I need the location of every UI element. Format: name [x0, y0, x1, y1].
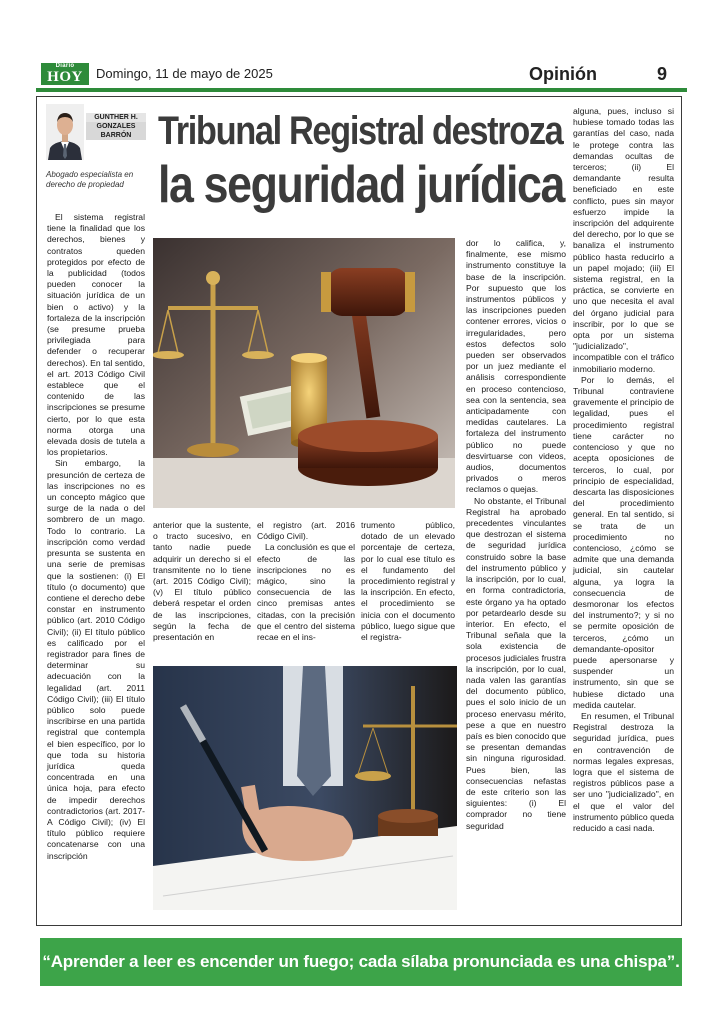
article-headline: [158, 104, 565, 214]
paragraph: trumento público, dotado de un elevado porcentaje de certeza, por lo cual ese título es el fundamento del procedimiento registral y la inscripción. En efecto, el procedimiento se inicia con el documento público, luego sigue que el registra-: [361, 520, 455, 643]
article-column-1: [47, 212, 145, 917]
logo-small-text: Diario: [55, 63, 75, 69]
issue-date: Domingo, 11 de mayo de 2025: [96, 66, 273, 81]
article-column-2: [153, 520, 251, 660]
page-number: 9: [657, 64, 668, 84]
article-column-3: [257, 520, 355, 660]
author-photo: [46, 104, 84, 160]
author-name-line2: GONZALES: [86, 122, 146, 131]
headline-line1: Tribunal Registral destroza: [158, 109, 563, 153]
article-column-4b: [466, 238, 566, 918]
quote-banner: “Aprender a leer es encender un fuego; cada sílaba pronunciada es una chispa”.: [40, 938, 682, 986]
paragraph: El sistema registral tiene la finalidad que los derechos, bienes y contratos queden protegidos por efecto de la publicidad (todos pueden conocer la situación jurídica de un bien o activo) y la fortaleza de la inscripción (se presume prueba privilegiada para defender o recuperar derechos). En tal sentido, el art. 2013 Código Civil establece que el contenido de las inscripciones se presume cierto, por lo que esta norma otorga una elevada dosis de tutela a los propietarios.: [47, 212, 145, 458]
headline-line2: la seguridad jurídica: [158, 156, 565, 214]
paragraph: La conclusión es que el efecto de las inscripciones no es mágico, sino la consecuencia de las cinco premisas antes citadas, con la precisión que el centro del sistema recae en el ins-: [257, 542, 355, 643]
paragraph: anterior que la sustente, o tracto sucesivo, en tanto nadie puede adquirir un derecho si el transmitente no lo tiene (art. 2015 Código Civil); (v) El título público deberá respetar el orden de las inscripciones, según la fecha de presentación en: [153, 520, 251, 643]
logo-main-text: HOY: [47, 69, 83, 85]
paragraph: En resumen, el Tribunal Registral destroza la seguridad jurídica, pues en contravención de normas legales expresas, logra que el sistema de registros públicos pase a ser uno "judicializado", en el que el valor del instrumento público queda reducido a casi nada.: [573, 710, 674, 833]
paragraph: dor lo califica, y, finalmente, ese mismo instrumento constituye la base de la inscripción. Por supuesto que los instrumentos públicos y las inscripciones pueden contener errores, vicios o irregularidades, pero estos defectos solo pueden ser observados por un juez mediante el análisis correspondiente en proceso contencioso, sea con la sentencia, sea anticipadamente con medidas cautelares. La fortaleza del instrumento público no puede desvirtuarse con videos, audios, documentos privados o meros reclamos o quejas.: [466, 238, 566, 495]
author-name-line3: BARRÓN: [86, 131, 146, 140]
author-name-line1: GUNTHER H.: [86, 113, 146, 122]
author-name: [86, 113, 146, 140]
gavel-scales-photo: [153, 238, 455, 508]
paragraph: Por lo demás, el Tribunal contraviene gravemente el principio de legalidad, pues el procedimiento registral tiene carácter no contencioso y que no acepta oposiciones de terceros, lo cual, por principio de especialidad, descarta las disposiciones del procedimiento general. En tal sentido, si se trata de un procedimiento no contencioso, ¿cómo se admite que una demanda judicial, sin cautelar alguna, ya logra la consecuencia de desmoronar los efectos del instrumento?; y si no se permite oposición de terceros, ¿cómo un demandante-opositor puede apersonarse y suspender un instrumento, sin que se hubiese dictado una medida cautelar.: [573, 374, 674, 710]
article-column-4a: [361, 520, 455, 660]
paragraph: el registro (art. 2016 Código Civil).: [257, 520, 355, 542]
signing-document-photo: [153, 666, 457, 910]
header-rule: [36, 88, 687, 92]
newspaper-logo: [41, 63, 89, 85]
author-role: Abogado especialista en derecho de propiedad: [46, 170, 134, 189]
section-name: Opinión: [529, 64, 597, 84]
paragraph: No obstante, el Tribunal Registral ha aprobado precedentes vinculantes que destrozan el sistema de seguridad jurídica construido sobre la base del instrumento público y la inscripción, por lo cual, en forma contradictoria, este órgano ya ha optado por petardearlo desde su interior. En efecto, el Tribunal señala que la sola existencia de procesos judiciales frustra la inscripción, por lo cual, nada valen las garantías del documento público, pues el solo inicio de un proceso enervasu mérito, pese a que en nuestro país es bien conocido que se presentan demandas sin ninguna rigurosidad. Pues bien, las consecuencias nefastas de este criterio son las siguientes: (i) El comprador no tiene seguridad: [466, 495, 566, 831]
paragraph: Sin embargo, la presunción de certeza de las inscripciones no es un concepto mágico que surge de la nada o del sombrero de un mago. Todo lo contrario. La inscripción como verdad presunta se sustenta en una serie de premisas que la sostienen: (i) El título (o documento) que contiene el derecho debe constar en instrumento público (art. 2010 Código Civil); (ii) El título público es calificado por el registrador para fines de determinar su adecuación con la legalidad (art. 2011 Código Civil); (iii) El título público solo puede inscribirse en una partida registral que contempla el bien específico, por lo que toda su historia jurídica queda concentrada en una única hoja, para efecto de impedir derechos contradictorios (art. 2017-A Código Civil); (iv) El título público requiere concatenarse con una inscripción: [47, 458, 145, 861]
article-column-5: [573, 106, 674, 918]
paragraph: alguna, pues, incluso si hubiese tomado todas las garantías del caso, nada le protege contra las demandas ocultas de terceros; (ii) El demandante resulta beneficiado en este conflicto, pues sin mayor esfuerzo impide la inscripción del adquirente del derecho, por lo que se banaliza el instrumento público hasta reducirlo a un papel mojado; (iii) El sistema registral, en la práctica, se convierte en uno que necesita el aval del órgano judicial para inscribir, por lo que se opta por un sistema "judicializado", incompatible con el tráfico inmobiliario moderno.: [573, 106, 674, 374]
